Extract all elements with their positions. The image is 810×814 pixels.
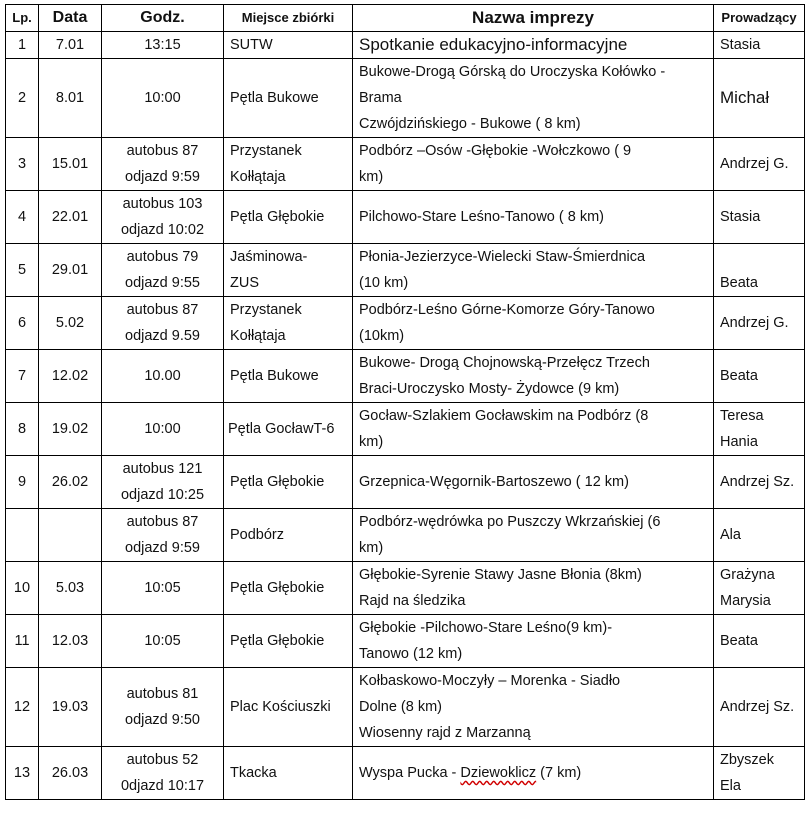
godz-line: autobus 81 xyxy=(126,686,199,702)
cell-prowadzacy xyxy=(714,615,805,668)
cell-prowadzacy xyxy=(714,244,805,297)
prow-line: Stasia xyxy=(720,209,761,225)
miejsce-line: Przystanek xyxy=(230,143,302,159)
table-row xyxy=(6,456,805,509)
miejsce-line: Pętla Bukowe xyxy=(230,368,319,384)
schedule-table xyxy=(5,4,805,800)
cell-godz xyxy=(102,138,224,191)
godz-line: autobus 79 xyxy=(126,249,199,265)
nazwa-line: Bukowe- Drogą Chojnowską-Przełęcz Trzech xyxy=(359,355,650,371)
nazwa-line: Dolne (8 km) xyxy=(359,699,442,715)
cell-prowadzacy xyxy=(714,138,805,191)
cell-lp: 3 xyxy=(6,138,39,191)
cell-miejsce xyxy=(224,59,353,138)
nazwa-line: (10km) xyxy=(359,328,405,344)
cell-data: 19.02 xyxy=(39,403,102,456)
cell-lp: 8 xyxy=(6,403,39,456)
cell-godz xyxy=(102,191,224,244)
miejsce-line: Pętla GocławT-6 xyxy=(228,421,335,437)
godz-line: autobus 52 xyxy=(126,752,199,768)
cell-nazwa xyxy=(353,509,714,562)
nazwa-line: Podbórz –Osów -Głębokie -Wołczkowo ( 9 xyxy=(359,143,632,159)
cell-godz xyxy=(102,297,224,350)
cell-nazwa xyxy=(353,350,714,403)
nazwa-line: Rajd na śledzika xyxy=(359,593,466,609)
cell-lp: 10 xyxy=(6,562,39,615)
cell-nazwa xyxy=(353,297,714,350)
cell-miejsce xyxy=(224,297,353,350)
godz-line: 0djazd 10:17 xyxy=(120,778,205,794)
cell-miejsce xyxy=(224,191,353,244)
nazwa-line: km) xyxy=(359,434,384,450)
godz-line: 10:05 xyxy=(144,633,181,649)
godz-line: autobus 87 xyxy=(126,143,199,159)
cell-godz xyxy=(102,59,224,138)
cell-miejsce xyxy=(224,668,353,747)
prow-line: Stasia xyxy=(720,37,761,53)
miejsce-line: SUTW xyxy=(230,37,273,53)
table-row xyxy=(6,350,805,403)
nazwa-part: (7 km) xyxy=(536,765,582,781)
cell-nazwa xyxy=(353,244,714,297)
cell-nazwa xyxy=(353,32,714,59)
prow-line: Ala xyxy=(720,527,741,543)
nazwa-line: Braci-Uroczysko Mosty- Żydowce (9 km) xyxy=(359,381,620,397)
header-lp: Lp. xyxy=(6,5,39,32)
prow-line: Beata xyxy=(720,368,758,384)
miejsce-line: Podbórz xyxy=(230,527,285,543)
prow-line: Andrzej Sz. xyxy=(720,474,795,490)
cell-lp: 4 xyxy=(6,191,39,244)
nazwa-line: Brama xyxy=(359,90,402,106)
godz-line: 13:15 xyxy=(144,37,181,53)
cell-miejsce xyxy=(224,456,353,509)
miejsce-line: Jaśminowa- xyxy=(230,249,308,265)
cell-prowadzacy xyxy=(714,456,805,509)
prow-line: Zbyszek xyxy=(720,752,774,768)
cell-nazwa xyxy=(353,59,714,138)
cell-data: 5.02 xyxy=(39,297,102,350)
nazwa-line: Głębokie-Syrenie Stawy Jasne Błonia (8km) xyxy=(359,567,642,583)
cell-nazwa xyxy=(353,191,714,244)
table-row xyxy=(6,244,805,297)
cell-lp: 13 xyxy=(6,747,39,800)
cell-prowadzacy xyxy=(714,350,805,403)
header-nazwa: Nazwa imprezy xyxy=(353,5,714,32)
cell-lp: 6 xyxy=(6,297,39,350)
cell-lp xyxy=(6,509,39,562)
cell-data: 15.01 xyxy=(39,138,102,191)
nazwa-line: Płonia-Jezierzyce-Wielecki Staw-Śmierdnica xyxy=(359,249,646,265)
cell-data: 26.02 xyxy=(39,456,102,509)
header-godz: Godz. xyxy=(102,5,224,32)
cell-miejsce xyxy=(224,509,353,562)
cell-lp: 1 xyxy=(6,32,39,59)
table-row xyxy=(6,32,805,59)
miejsce-line: Przystanek xyxy=(230,302,302,318)
cell-miejsce xyxy=(224,403,353,456)
godz-line: odjazd 9.59 xyxy=(125,328,200,344)
cell-godz xyxy=(102,615,224,668)
nazwa-line: Gocław-Szlakiem Gocławskim na Podbórz (8 xyxy=(359,408,649,424)
nazwa-line: Wiosenny rajd z Marzanną xyxy=(359,725,531,741)
nazwa-line: Spotkanie edukacyjno-informacyjne xyxy=(359,35,628,54)
table-row xyxy=(6,562,805,615)
godz-line: odjazd 9:59 xyxy=(125,540,200,556)
godz-line: 10:05 xyxy=(144,580,181,596)
cell-lp: 12 xyxy=(6,668,39,747)
nazwa-line: Pilchowo-Stare Leśno-Tanowo ( 8 km) xyxy=(359,209,604,225)
godz-line: odjazd 10:02 xyxy=(120,222,205,238)
miejsce-line: Pętla Głębokie xyxy=(230,474,325,490)
nazwa-line: Grzepnica-Węgornik-Bartoszewo ( 12 km) xyxy=(359,474,629,490)
miejsce-line: Kołłątaja xyxy=(230,328,286,344)
cell-data: 12.03 xyxy=(39,615,102,668)
godz-line: odjazd 9:50 xyxy=(125,712,200,728)
cell-godz xyxy=(102,32,224,59)
godz-line: odjazd 10:25 xyxy=(120,487,205,503)
cell-lp: 9 xyxy=(6,456,39,509)
cell-miejsce xyxy=(224,244,353,297)
cell-miejsce xyxy=(224,562,353,615)
cell-nazwa xyxy=(353,562,714,615)
miejsce-line: Pętla Głębokie xyxy=(230,633,325,649)
cell-prowadzacy xyxy=(714,32,805,59)
cell-data: 12.02 xyxy=(39,350,102,403)
table-row xyxy=(6,191,805,244)
cell-data xyxy=(39,509,102,562)
nazwa-line: Tanowo (12 km) xyxy=(359,646,463,662)
nazwa-line: Głębokie -Pilchowo-Stare Leśno(9 km)- xyxy=(359,620,613,636)
prow-line: Ela xyxy=(720,778,741,794)
cell-godz xyxy=(102,668,224,747)
prow-line: Michał xyxy=(720,88,770,107)
cell-lp: 11 xyxy=(6,615,39,668)
prow-line: Andrzej G. xyxy=(720,156,789,172)
cell-prowadzacy xyxy=(714,297,805,350)
cell-data: 26.03 xyxy=(39,747,102,800)
cell-prowadzacy xyxy=(714,191,805,244)
cell-prowadzacy xyxy=(714,562,805,615)
prow-line: Beata xyxy=(720,633,758,649)
nazwa-line: km) xyxy=(359,169,384,185)
cell-lp: 7 xyxy=(6,350,39,403)
cell-godz xyxy=(102,350,224,403)
table-row xyxy=(6,297,805,350)
cell-miejsce xyxy=(224,350,353,403)
cell-data: 8.01 xyxy=(39,59,102,138)
godz-line: autobus 103 xyxy=(122,196,203,212)
cell-data: 29.01 xyxy=(39,244,102,297)
prow-line: Andrzej Sz. xyxy=(720,699,795,715)
cell-lp: 2 xyxy=(6,59,39,138)
cell-nazwa xyxy=(353,668,714,747)
nazwa-line xyxy=(359,760,707,786)
godz-line: autobus 121 xyxy=(122,461,203,477)
godz-line: odjazd 9:59 xyxy=(125,169,200,185)
cell-nazwa xyxy=(353,615,714,668)
cell-miejsce xyxy=(224,32,353,59)
cell-nazwa xyxy=(353,456,714,509)
header-data: Data xyxy=(39,5,102,32)
cell-miejsce xyxy=(224,615,353,668)
table-row xyxy=(6,509,805,562)
prow-line: Grażyna xyxy=(720,567,775,583)
nazwa-part: Wyspa Pucka - xyxy=(359,765,461,781)
cell-prowadzacy xyxy=(714,747,805,800)
nazwa-line: Podbórz-wędrówka po Puszczy Wkrzańskiej (6 xyxy=(359,514,661,530)
godz-line: 10:00 xyxy=(144,421,181,437)
cell-data: 7.01 xyxy=(39,32,102,59)
godz-line: odjazd 9:55 xyxy=(125,275,200,291)
cell-lp: 5 xyxy=(6,244,39,297)
miejsce-line: Pętla Bukowe xyxy=(230,90,319,106)
godz-line: autobus 87 xyxy=(126,514,199,530)
spellcheck-underline: Dziewoklicz xyxy=(460,765,537,781)
header-miejsce: Miejsce zbiórki xyxy=(224,5,353,32)
table-row xyxy=(6,138,805,191)
cell-godz xyxy=(102,747,224,800)
cell-miejsce xyxy=(224,138,353,191)
cell-data: 5.03 xyxy=(39,562,102,615)
cell-data: 22.01 xyxy=(39,191,102,244)
godz-line: 10:00 xyxy=(144,90,181,106)
prow-line: Hania xyxy=(720,434,758,450)
cell-nazwa xyxy=(353,747,714,800)
godz-line: autobus 87 xyxy=(126,302,199,318)
prow-line: Beata xyxy=(720,275,758,291)
prow-line: Teresa xyxy=(720,408,764,424)
cell-prowadzacy xyxy=(714,668,805,747)
table-row xyxy=(6,403,805,456)
cell-data: 19.03 xyxy=(39,668,102,747)
nazwa-line: Kołbaskowo-Moczyły – Morenka - Siadło xyxy=(359,673,621,689)
godz-line: 10.00 xyxy=(144,368,181,384)
header-row xyxy=(6,5,805,32)
miejsce-line: Kołłątaja xyxy=(230,169,286,185)
cell-nazwa xyxy=(353,138,714,191)
table-row xyxy=(6,615,805,668)
prow-line: Marysia xyxy=(720,593,771,609)
cell-prowadzacy xyxy=(714,509,805,562)
table-row xyxy=(6,59,805,138)
nazwa-line: Bukowe-Drogą Górską do Uroczyska Kołówko - xyxy=(359,64,666,80)
prow-line: Andrzej G. xyxy=(720,315,789,331)
nazwa-line: (10 km) xyxy=(359,275,409,291)
cell-miejsce xyxy=(224,747,353,800)
miejsce-line: Pętla Głębokie xyxy=(230,209,325,225)
miejsce-line: Tkacka xyxy=(230,765,277,781)
cell-nazwa xyxy=(353,403,714,456)
cell-godz xyxy=(102,456,224,509)
cell-godz xyxy=(102,509,224,562)
cell-prowadzacy xyxy=(714,403,805,456)
table-row xyxy=(6,747,805,800)
miejsce-line: Pętla Głębokie xyxy=(230,580,325,596)
cell-godz xyxy=(102,562,224,615)
cell-prowadzacy xyxy=(714,59,805,138)
header-prowadzacy: Prowadzący xyxy=(714,5,805,32)
miejsce-line: ZUS xyxy=(230,275,259,291)
nazwa-line: Czwójdzińskiego - Bukowe ( 8 km) xyxy=(359,116,581,132)
nazwa-line: km) xyxy=(359,540,384,556)
table-row xyxy=(6,668,805,747)
miejsce-line: Plac Kościuszki xyxy=(230,699,331,715)
cell-godz xyxy=(102,244,224,297)
nazwa-line: Podbórz-Leśno Górne-Komorze Góry-Tanowo xyxy=(359,302,655,318)
cell-godz xyxy=(102,403,224,456)
